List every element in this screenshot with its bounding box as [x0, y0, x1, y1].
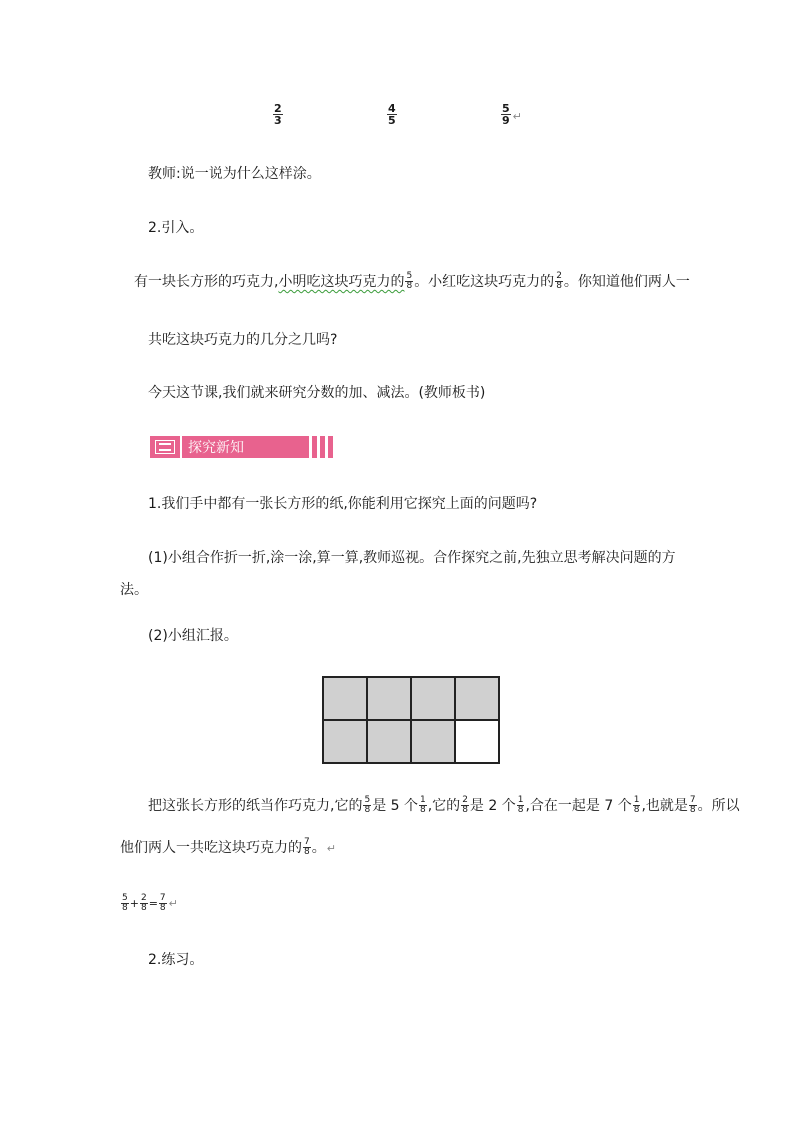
practice-heading: 2.练习。	[148, 952, 204, 968]
equation: $\frac{5}{8}$ + $\frac{2}{8}$ = $\frac{7}{8}$ ↵	[122, 892, 178, 913]
grid-cell-empty	[455, 720, 499, 763]
section-banner-title: 探究新知	[188, 440, 244, 456]
question-1: 1.我们手中都有一张长方形的纸,你能利用它探究上面的问题吗?	[148, 496, 538, 512]
grid-cell-shaded	[411, 720, 455, 763]
return-mark: ↵	[512, 109, 522, 123]
teacher-prompt: 教师:说一说为什么这样涂。	[148, 166, 321, 182]
section-number-icon	[150, 436, 180, 458]
explanation-line-2: 他们两人一共吃这块巧克力的 $\frac{7}{8}$ 。↵	[120, 836, 336, 857]
return-mark: ↵	[168, 897, 178, 910]
grid-cell-shaded	[367, 677, 411, 720]
step-1-line-1: (1)小组合作折一折,涂一涂,算一算,教师巡视。合作探究之前,先独立思考解决问题的方	[148, 550, 676, 566]
grid-cell-shaded	[455, 677, 499, 720]
fraction-five-ninths: $\frac{5}{9}$ ↵	[502, 102, 522, 127]
grid-cell-shaded	[323, 720, 367, 763]
story-line-2: 共吃这块巧克力的几分之几吗?	[148, 332, 338, 348]
today-line: 今天这节课,我们就来研究分数的加、减法。(教师板书)	[148, 385, 486, 401]
fraction-grid	[322, 676, 500, 764]
story-line-1: 有一块长方形的巧克力,小明吃这块巧克力的 $\frac{5}{8}$ 。小红吃这块巧克力的 $\frac{2}{8}$ 。你知道他们两人一	[134, 270, 690, 291]
fraction-four-fifths: $\frac{4}{5}$	[388, 102, 396, 127]
section-banner	[150, 436, 333, 458]
explanation-line-1: 把这张长方形的纸当作巧克力,它的 $\frac{5}{8}$ 是 5 个 $\frac{1}{8}$ ,它的 $\frac{2}{8}$ 是 2 个 $\frac{1}{8}$ ,合在一起是 7 个 $\frac{1}{8}$ ,也就是 $\frac{7}{8}$ 。所以	[148, 794, 740, 815]
step-1-line-2: 法。	[120, 582, 148, 598]
grid-cell-shaded	[367, 720, 411, 763]
step-2: (2)小组汇报。	[148, 628, 238, 644]
return-mark: ↵	[326, 842, 336, 855]
fraction-two-thirds: $\frac{2}{3}$	[274, 102, 282, 127]
intro-heading: 2.引入。	[148, 220, 204, 236]
banner-stripes	[309, 436, 333, 458]
grid-cell-shaded	[411, 677, 455, 720]
grid-cell-shaded	[323, 677, 367, 720]
